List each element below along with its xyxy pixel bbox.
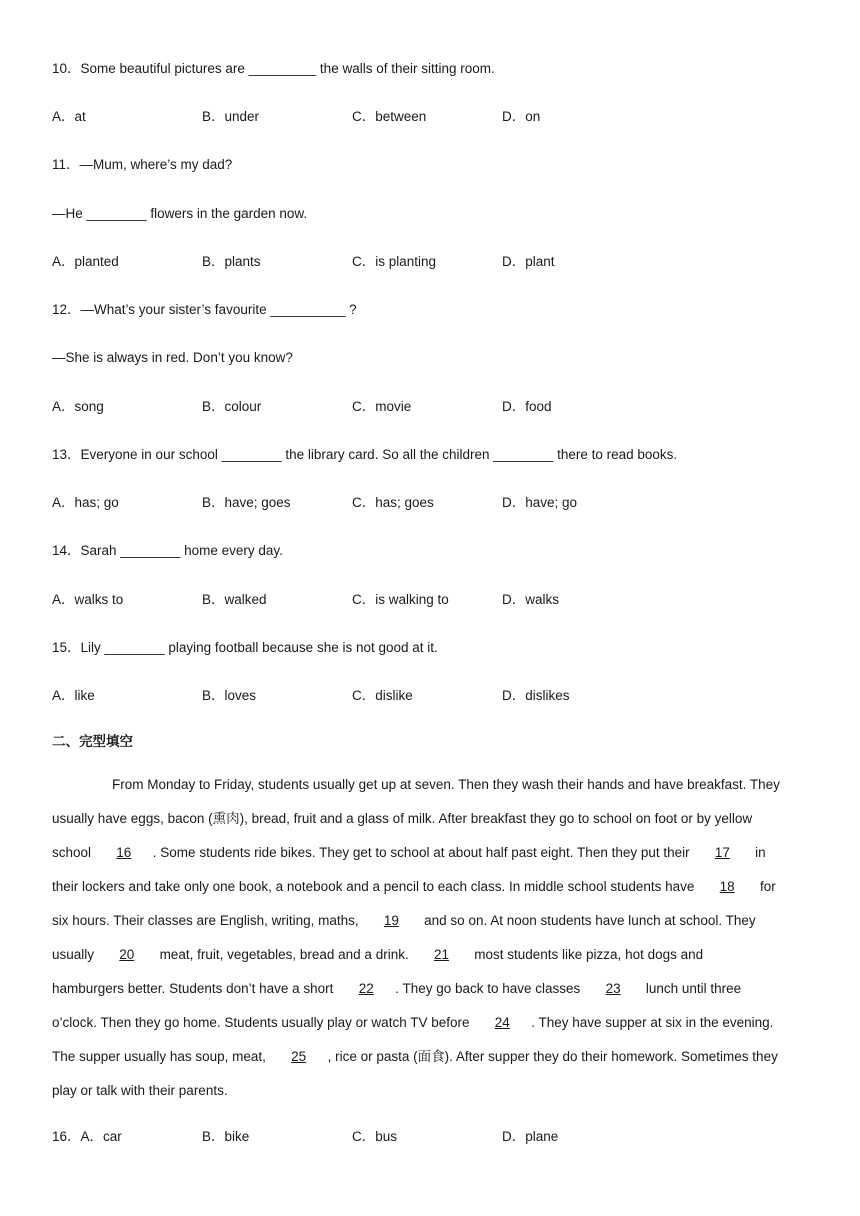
- option-d: D．on: [502, 109, 541, 124]
- passage-line-8: [52, 1014, 812, 1032]
- blank-23: 23: [605, 981, 621, 996]
- passage-line-7: [52, 980, 812, 998]
- option-b: B．plants: [202, 254, 261, 269]
- passage-line-2: usually have eggs, bacon (熏肉), bread, fruit and a glass of milk. After breakfast they go to school on foot or by yellow: [52, 811, 753, 826]
- option-c: C．bus: [352, 1129, 398, 1144]
- blank-22: 22: [358, 981, 374, 996]
- option-b: B．walked: [202, 592, 267, 607]
- passage-line-9: [52, 1048, 812, 1066]
- blank-18: 18: [719, 879, 735, 894]
- passage-text: , rice or pasta (面食). After supper they do their homework. Sometimes they: [327, 1049, 778, 1064]
- option-c: C．is walking to: [352, 592, 449, 607]
- passage-text: six hours. Their classes are English, writing, maths,: [52, 913, 359, 928]
- blank-24: 24: [494, 1015, 510, 1030]
- option-d: D．food: [502, 399, 552, 414]
- question-14-stem: 14．Sarah ________ home every day.: [52, 543, 283, 558]
- passage-text: usually: [52, 947, 95, 962]
- option-d: D．plant: [502, 254, 555, 269]
- option-a: A．like: [52, 688, 95, 703]
- question-11-stem: 11．—Mum, where’s my dad?: [52, 157, 233, 172]
- passage-text: for: [759, 879, 776, 894]
- passage-text: meat, fruit, vegetables, bread and a drink.: [159, 947, 409, 962]
- question-16-stem: 16．A．car: [52, 1129, 122, 1144]
- option-a: A．at: [52, 109, 86, 124]
- passage-text: . They have supper at six in the evening.: [531, 1015, 774, 1030]
- option-c: C．movie: [352, 399, 412, 414]
- option-d: D．plane: [502, 1129, 559, 1144]
- question-12-stem: 12．—What’s your sister’s favourite __________ ?: [52, 302, 357, 317]
- option-b: B．have; goes: [202, 495, 291, 510]
- passage-text: school: [52, 845, 92, 860]
- blank-21: 21: [433, 947, 449, 962]
- option-a: A．song: [52, 399, 104, 414]
- passage-text: lunch until three: [645, 981, 742, 996]
- option-c: C．dislike: [352, 688, 413, 703]
- question-15-stem: 15．Lily ________ playing football because she is not good at it.: [52, 640, 438, 655]
- section-title: 二、完型填空: [52, 734, 133, 749]
- passage-line-10: play or talk with their parents.: [52, 1083, 228, 1098]
- option-d: D．dislikes: [502, 688, 570, 703]
- passage-line-1: From Monday to Friday, students usually get up at seven. Then they wash their hands and have breakfast. They: [112, 777, 780, 792]
- passage-line-4: [52, 878, 812, 896]
- blank-17: 17: [714, 845, 730, 860]
- option-c: C．has; goes: [352, 495, 434, 510]
- passage-line-6: [52, 946, 812, 964]
- blank-19: 19: [383, 913, 399, 928]
- blank-25: 25: [291, 1049, 307, 1064]
- question-10-stem: 10．Some beautiful pictures are _________ the walls of their sitting room.: [52, 61, 495, 76]
- option-b: B．under: [202, 109, 260, 124]
- option-d: D．have; go: [502, 495, 578, 510]
- option-c: C．is planting: [352, 254, 437, 269]
- option-a: A．has; go: [52, 495, 119, 510]
- passage-text: o’clock. Then they go home. Students usually play or watch TV before: [52, 1015, 470, 1030]
- passage-text: in: [755, 845, 766, 860]
- question-13-stem: 13．Everyone in our school ________ the library card. So all the children ________ there to read books.: [52, 447, 678, 462]
- option-c: C．between: [352, 109, 427, 124]
- passage-line-5: [52, 912, 812, 930]
- passage-text: most students like pizza, hot dogs and: [474, 947, 704, 962]
- blank-16: 16: [116, 845, 132, 860]
- passage-text: . Some students ride bikes. They get to school at about half past eight. Then they put their: [152, 845, 690, 860]
- option-b: B．colour: [202, 399, 262, 414]
- passage-text: their lockers and take only one book, a notebook and a pencil to each class. In middle school students have: [52, 879, 695, 894]
- passage-text: and so on. At noon students have lunch at school. They: [424, 913, 756, 928]
- passage-text: The supper usually has soup, meat,: [52, 1049, 266, 1064]
- option-d: D．walks: [502, 592, 560, 607]
- blank-20: 20: [119, 947, 135, 962]
- passage-text: hamburgers better. Students don’t have a short: [52, 981, 334, 996]
- passage-text: . They go back to have classes: [395, 981, 581, 996]
- option-b: B．loves: [202, 688, 257, 703]
- option-a: A．planted: [52, 254, 119, 269]
- question-11-stem-line2: —He ________ flowers in the garden now.: [52, 206, 308, 221]
- question-12-stem-line2: —She is always in red. Don’t you know?: [52, 350, 293, 365]
- passage-line-3: [52, 844, 812, 862]
- option-b: B．bike: [202, 1129, 250, 1144]
- option-a: A．walks to: [52, 592, 124, 607]
